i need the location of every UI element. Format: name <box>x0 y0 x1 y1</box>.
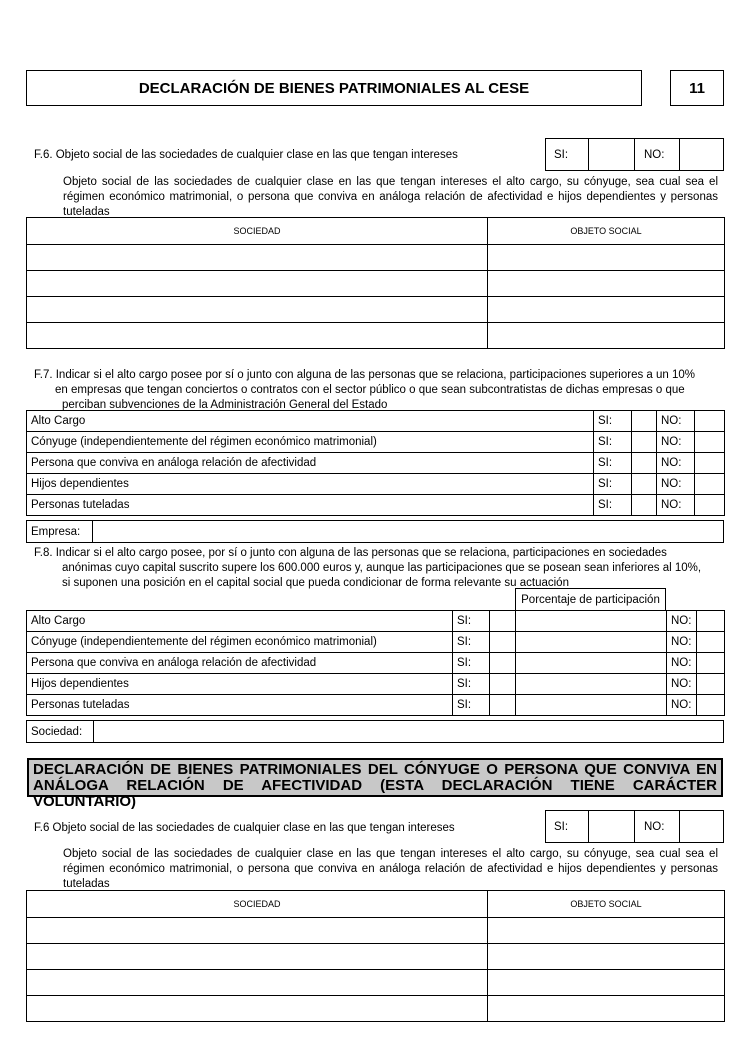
f8-sociedad-row <box>26 720 724 743</box>
si-label: SI: <box>453 674 490 695</box>
sociedad-cell[interactable] <box>27 323 488 349</box>
f8-percent-header: Porcentaje de participación <box>515 588 666 610</box>
f8-question-line-3: si suponen una posición en el capital social que pueda condicionar de forma relevante su actuación <box>62 577 569 589</box>
objeto-social-cell[interactable] <box>488 271 725 297</box>
table-row <box>27 495 725 516</box>
table-row <box>27 996 725 1022</box>
f7-question-line-2: en empresas que tengan conciertos o contratos con el sector público o que sean subcontratistas de dichas empresas o que <box>55 384 685 396</box>
f7-empresa-row <box>26 520 724 543</box>
table-row <box>27 474 725 495</box>
no-checkbox[interactable] <box>697 695 725 716</box>
no-label: NO: <box>667 653 697 674</box>
sociedad-input[interactable] <box>94 721 723 742</box>
f6b-yes-no-box <box>545 810 724 843</box>
no-checkbox[interactable] <box>695 411 725 432</box>
no-checkbox[interactable] <box>695 432 725 453</box>
table-row <box>27 323 725 349</box>
si-checkbox[interactable] <box>632 411 657 432</box>
column-header-sociedad: SOCIEDAD <box>27 891 488 918</box>
si-label: SI: <box>453 632 490 653</box>
f7-table <box>26 410 725 516</box>
table-row <box>27 653 725 674</box>
percent-cell[interactable] <box>516 611 667 632</box>
si-label: SI: <box>594 411 632 432</box>
percent-cell[interactable] <box>516 653 667 674</box>
no-label: NO: <box>657 474 695 495</box>
page-title: DECLARACIÓN DE BIENES PATRIMONIALES AL CESE <box>26 70 642 106</box>
row-label: Personas tuteladas <box>27 695 453 716</box>
table-row <box>27 970 725 996</box>
sociedad-cell[interactable] <box>27 918 488 944</box>
no-checkbox[interactable] <box>697 653 725 674</box>
objeto-social-cell[interactable] <box>488 297 725 323</box>
row-label: Alto Cargo <box>27 411 594 432</box>
sociedad-cell[interactable] <box>27 245 488 271</box>
si-checkbox[interactable] <box>490 611 516 632</box>
si-checkbox[interactable] <box>632 453 657 474</box>
no-checkbox[interactable] <box>695 474 725 495</box>
no-label: NO: <box>667 632 697 653</box>
f8-question-line-2: anónimas cuyo capital suscrito supere los 600.000 euros y, aunque las participaciones que se posean sean inferiores al 10%, <box>62 562 702 574</box>
row-label: Persona que conviva en análoga relación de afectividad <box>27 453 594 474</box>
objeto-social-cell[interactable] <box>488 918 725 944</box>
percent-cell[interactable] <box>516 695 667 716</box>
f6b-no-checkbox[interactable] <box>680 811 723 842</box>
column-header-objeto-social: OBJETO SOCIAL <box>488 891 725 918</box>
objeto-social-cell[interactable] <box>488 944 725 970</box>
f6b-table <box>26 890 725 1022</box>
table-row <box>27 632 725 653</box>
table-row <box>27 674 725 695</box>
no-label: NO: <box>667 674 697 695</box>
table-row <box>27 297 725 323</box>
f6b-description: Objeto social de las sociedades de cualquier clase en las que tengan intereses el alto cargo, su cónyuge, sea cual sea el régimen económico matrimonial, o persona que conviva en análoga relación de afectividad e hijos dependientes y personas tuteladas <box>63 848 718 890</box>
sociedad-cell[interactable] <box>27 996 488 1022</box>
sociedad-label: Sociedad: <box>27 721 94 742</box>
column-header-sociedad: SOCIEDAD <box>27 218 488 245</box>
table-row <box>27 695 725 716</box>
si-label: SI: <box>594 432 632 453</box>
no-label: NO: <box>657 495 695 516</box>
row-label: Persona que conviva en análoga relación de afectividad <box>27 653 453 674</box>
f6-question: F.6. Objeto social de las sociedades de cualquier clase en las que tengan intereses <box>34 149 458 161</box>
objeto-social-cell[interactable] <box>488 996 725 1022</box>
no-checkbox[interactable] <box>695 495 725 516</box>
table-header-row <box>27 218 725 245</box>
f6-table <box>26 217 725 349</box>
no-checkbox[interactable] <box>697 674 725 695</box>
si-checkbox[interactable] <box>490 632 516 653</box>
objeto-social-cell[interactable] <box>488 323 725 349</box>
si-label: SI: <box>453 653 490 674</box>
si-checkbox[interactable] <box>632 474 657 495</box>
objeto-social-cell[interactable] <box>488 245 725 271</box>
empresa-input[interactable] <box>93 521 723 542</box>
percent-cell[interactable] <box>516 674 667 695</box>
f8-table <box>26 610 725 716</box>
si-label: SI: <box>594 453 632 474</box>
sociedad-cell[interactable] <box>27 297 488 323</box>
spouse-declaration-banner <box>27 758 723 810</box>
f6-no-label: NO: <box>635 139 680 170</box>
percent-cell[interactable] <box>516 632 667 653</box>
f7-question-line-1: F.7. Indicar si el alto cargo posee por sí o junto con alguna de las personas que se relaciona, participaciones superiores a un 10% <box>34 369 696 381</box>
no-label: NO: <box>667 611 697 632</box>
table-row <box>27 411 725 432</box>
table-row <box>27 245 725 271</box>
row-label: Hijos dependientes <box>27 474 594 495</box>
table-header-row <box>27 891 725 918</box>
f6-yes-no-box <box>545 138 724 171</box>
no-checkbox[interactable] <box>697 611 725 632</box>
no-label: NO: <box>657 432 695 453</box>
sociedad-cell[interactable] <box>27 944 488 970</box>
f6-no-checkbox[interactable] <box>680 139 723 170</box>
empresa-label: Empresa: <box>27 521 93 542</box>
f6b-si-checkbox[interactable] <box>589 811 635 842</box>
si-label: SI: <box>594 495 632 516</box>
f8-question-line-1: F.8. Indicar si el alto cargo posee, por sí o junto con alguna de las personas que se relaciona, participaciones en sociedades <box>34 547 667 559</box>
f6-si-label: SI: <box>546 139 589 170</box>
f6b-question: F.6 Objeto social de las sociedades de cualquier clase en las que tengan intereses <box>34 822 455 834</box>
column-header-objeto-social: OBJETO SOCIAL <box>488 218 725 245</box>
si-checkbox[interactable] <box>632 432 657 453</box>
row-label: Cónyuge (independientemente del régimen económico matrimonial) <box>27 632 453 653</box>
objeto-social-cell[interactable] <box>488 970 725 996</box>
table-row <box>27 271 725 297</box>
f6-si-checkbox[interactable] <box>589 139 635 170</box>
row-label: Personas tuteladas <box>27 495 594 516</box>
f6b-no-label: NO: <box>635 811 680 842</box>
si-checkbox[interactable] <box>490 695 516 716</box>
no-label: NO: <box>657 411 695 432</box>
si-checkbox[interactable] <box>632 495 657 516</box>
banner-line-2: ANÁLOGA RELACIÓN DE AFECTIVIDAD (ESTA DECLARACIÓN TIENE CARÁCTER VOLUNTARIO) <box>33 777 717 810</box>
f7-question-line-3: perciban subvenciones de la Administración General del Estado <box>62 399 388 411</box>
no-label: NO: <box>657 453 695 474</box>
no-label: NO: <box>667 695 697 716</box>
f6b-si-label: SI: <box>546 811 589 842</box>
f6-description: Objeto social de las sociedades de cualquier clase en las que tengan intereses el alto cargo, su cónyuge, sea cual sea el régimen económico matrimonial, o persona que conviva en análoga relación de afectividad e hijos dependientes y personas tuteladas <box>63 176 718 218</box>
table-row <box>27 944 725 970</box>
si-label: SI: <box>453 611 490 632</box>
row-label: Hijos dependientes <box>27 674 453 695</box>
si-checkbox[interactable] <box>490 653 516 674</box>
table-row <box>27 453 725 474</box>
table-row <box>27 432 725 453</box>
si-label: SI: <box>453 695 490 716</box>
sociedad-cell[interactable] <box>27 271 488 297</box>
no-checkbox[interactable] <box>697 632 725 653</box>
sociedad-cell[interactable] <box>27 970 488 996</box>
table-row <box>27 611 725 632</box>
banner-line-1: DECLARACIÓN DE BIENES PATRIMONIALES DEL CÓNYUGE O PERSONA QUE CONVIVA EN <box>33 761 717 778</box>
row-label: Cónyuge (independientemente del régimen económico matrimonial) <box>27 432 594 453</box>
page-number: 11 <box>670 70 724 106</box>
row-label: Alto Cargo <box>27 611 453 632</box>
si-checkbox[interactable] <box>490 674 516 695</box>
si-label: SI: <box>594 474 632 495</box>
no-checkbox[interactable] <box>695 453 725 474</box>
table-row <box>27 918 725 944</box>
